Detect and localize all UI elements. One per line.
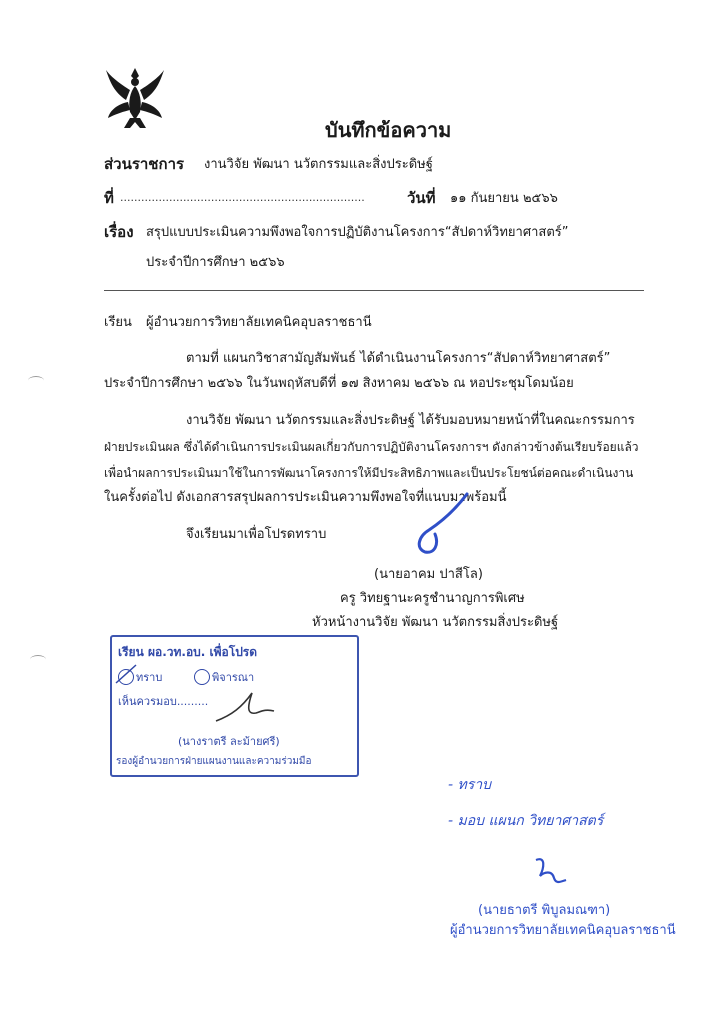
agency-value: งานวิจัย พัฒนา นวัตกรรมและสิ่งประดิษฐ์: [204, 157, 433, 172]
handwritten-note-acknowledge: - ทราบ: [448, 777, 491, 793]
signer-signature: [405, 490, 475, 560]
director-name: (นายธาตรี พิบูลมณฑา): [478, 903, 611, 918]
document-number-label: ที่: [104, 189, 114, 207]
paragraph-2-line-2: ฝ่ายประเมินผล ซึ่งได้ดำเนินการประเมินผลเกี่ยวกับการปฏิบัติงานโครงการฯ ดังกล่าวข้างต้นเรียบร้อยแล้ว: [104, 440, 639, 454]
paragraph-1-line-1: ตามที่ แผนกวิชาสามัญสัมพันธ์ ได้ดำเนินงานโครงการ“สัปดาห์วิทยาศาสตร์”: [186, 351, 611, 366]
punch-hole-mark-lower: [30, 655, 46, 664]
subject-label: เรื่อง: [104, 223, 134, 241]
paragraph-2-line-1: งานวิจัย พัฒนา นวัตกรรมและสิ่งประดิษฐ์ ได้รับมอบหมายหน้าที่ในคณะกรรมการ: [186, 413, 635, 428]
signer-name: (นายอาคม ปาสีโล): [374, 567, 483, 582]
stamp-deputy-name: (นางราตรี ละม้ายศรี): [178, 735, 280, 748]
closing-text: จึงเรียนมาเพื่อโปรดทราบ: [186, 527, 327, 542]
salutation-label: เรียน: [104, 315, 132, 330]
date-value: ๑๑ กันยายน ๒๕๖๖: [450, 191, 558, 206]
signer-position-2: หัวหน้างานวิจัย พัฒนา นวัตกรรมสิ่งประดิษฐ์: [312, 615, 559, 630]
header-divider: [104, 290, 644, 291]
deputy-director-stamp: [110, 635, 359, 777]
subject-line-1: สรุปแบบประเมินความพึงพอใจการปฏิบัติงานโครงการ“สัปดาห์วิทยาศาสตร์”: [146, 225, 569, 240]
stamp-recommend-line: เห็นควรมอบ.........: [118, 695, 209, 708]
stamp-heading: เรียน ผอ.วท.อบ. เพื่อโปรด: [118, 645, 258, 659]
signer-position-1: ครู วิทยฐานะครูชำนาญการพิเศษ: [340, 591, 525, 606]
salutation-value: ผู้อำนวยการวิทยาลัยเทคนิคอุบลราชธานี: [146, 315, 372, 330]
director-position: ผู้อำนวยการวิทยาลัยเทคนิคอุบลราชธานี: [450, 923, 676, 938]
stamp-option-consider: พิจารณา: [212, 671, 255, 684]
paragraph-1-line-2: ประจำปีการศึกษา ๒๕๖๖ ในวันพฤหัสบดีที่ ๑๗ สิงหาคม ๒๕๖๖ ณ หอประชุมโดมน้อย: [104, 376, 574, 391]
date-label: วันที่: [407, 189, 436, 207]
subject-line-2: ประจำปีการศึกษา ๒๕๖๖: [146, 255, 285, 270]
checkmark-icon: [114, 663, 138, 687]
paragraph-2-line-3: เพื่อนำผลการประเมินมาใช้ในการพัฒนาโครงการให้มีประสิทธิภาพและเป็นประโยชน์ต่อคณะดำเนินงาน: [104, 466, 634, 480]
memo-title: บันทึกข้อความ: [325, 118, 452, 142]
stamp-deputy-position: รองผู้อำนวยการฝ่ายแผนงานและความร่วมมือ: [116, 756, 312, 767]
deputy-signature: [212, 685, 282, 725]
garuda-emblem-logo: [100, 62, 170, 132]
punch-hole-mark-upper: [28, 376, 44, 385]
agency-label: ส่วนราชการ: [104, 155, 185, 173]
paragraph-2-line-4: ในครั้งต่อไป ดังเอกสารสรุปผลการประเมินความพึงพอใจที่แนบมาพร้อมนี้: [104, 490, 507, 505]
director-signature: [530, 854, 570, 890]
document-number-dots: ......................................................................: [120, 191, 365, 204]
handwritten-note-assign: - มอบ แผนก วิทยาศาสตร์: [448, 813, 604, 829]
option-consider-circle-icon: [194, 669, 210, 685]
stamp-option-acknowledge: ทราบ: [136, 671, 163, 684]
